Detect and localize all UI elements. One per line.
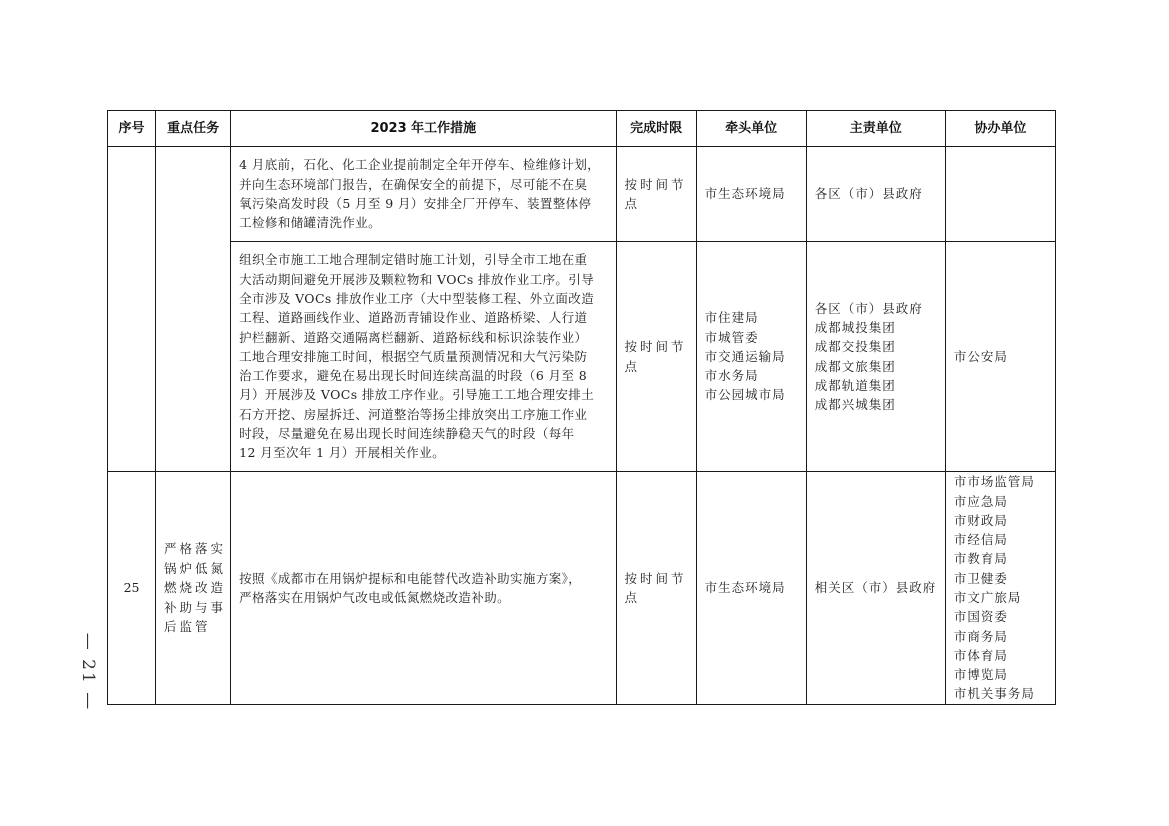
deadline-line: 点 (624, 590, 641, 605)
main-unit: 相关区（市）县政府 (814, 580, 937, 596)
lead-unit: 市城管委 (704, 329, 759, 345)
table-row (108, 242, 1056, 472)
measure-line: 护栏翻新、道路交通隔离栏翻新、道路标线和标识涂装作业） (239, 329, 588, 345)
assist-unit: 市机关事务局 (953, 686, 1035, 702)
header-task: 重点任务 (156, 111, 231, 147)
cell-measure (231, 147, 616, 242)
table-header-row (108, 111, 1056, 147)
measure-line: 4 月底前，石化、化工企业提前制定全年开停车、检维修计划， (239, 157, 601, 173)
deadline-line: 点 (624, 196, 641, 211)
lead-unit: 市住建局 (704, 310, 759, 326)
measure-line: 工程、道路画线作业、道路沥青铺设作业、道路桥梁、人行道 (239, 310, 588, 326)
measure-line: 全市涉及 VOCs 排放作业工序（大中型装修工程、外立面改造 (239, 290, 595, 306)
assist-unit: 市博览局 (953, 667, 1008, 683)
page-number-text: — 21 — (78, 632, 99, 712)
cell-measure (231, 472, 616, 705)
cell-deadline (616, 147, 696, 242)
cell-task (156, 472, 231, 705)
main-unit: 各区（市）县政府 (814, 300, 923, 316)
measure-line: 月）开展涉及 VOCs 排放工序作业。引导施工工地合理安排土 (239, 387, 595, 403)
task-line: 后监管 (164, 619, 211, 635)
lead-unit: 市生态环境局 (704, 186, 786, 202)
measure-line: 石方开挖、房屋拆迁、河道整治等扬尘排放突出工序施工作业 (239, 406, 588, 422)
lead-unit: 市公园城市局 (704, 387, 786, 403)
cell-lead-unit (696, 472, 806, 705)
header-lead-unit: 牵头单位 (696, 111, 806, 147)
table-row (108, 147, 1056, 242)
work-measures-table (107, 110, 1056, 705)
assist-unit: 市财政局 (953, 512, 1008, 528)
assist-unit: 市经信局 (953, 532, 1008, 548)
main-unit: 成都文旅集团 (814, 358, 896, 374)
deadline-line: 按时间节 (624, 570, 687, 586)
measure-line: 组织全市施工工地合理制定错时施工计划，引导全市工地在重 (239, 252, 588, 268)
cell-lead-unit (696, 242, 806, 472)
cell-deadline (616, 242, 696, 472)
assist-unit: 市文广旅局 (953, 590, 1022, 605)
assist-unit: 市商务局 (953, 628, 1008, 644)
header-main-unit: 主责单位 (806, 111, 945, 147)
cell-measure (231, 242, 616, 472)
main-unit: 成都兴城集团 (814, 397, 896, 413)
main-unit: 各区（市）县政府 (814, 186, 923, 202)
lead-unit: 市交通运输局 (704, 348, 786, 364)
cell-assist-unit (945, 242, 1055, 472)
main-unit: 成都轨道集团 (814, 377, 896, 393)
assist-unit: 市教育局 (953, 551, 1008, 567)
task-line: 燃烧改造 (164, 580, 227, 596)
lead-unit: 市生态环境局 (704, 580, 786, 596)
task-line: 严格落实 (164, 541, 227, 557)
cell-assist-unit (945, 147, 1055, 242)
header-deadline: 完成时限 (616, 111, 696, 147)
measure-line: 并向生态环境部门报告，在确保安全的前提下，尽可能不在臭 (239, 176, 588, 192)
task-line: 补助与事 (164, 599, 227, 615)
main-unit: 成都城投集团 (814, 319, 896, 335)
deadline-line: 按时间节 (624, 339, 687, 355)
lead-unit: 市水务局 (704, 368, 759, 384)
cell-main-unit (806, 472, 945, 705)
cell-assist-unit (945, 472, 1055, 705)
measure-line: 氧污染高发时段（5 月至 9 月）安排全厂开停车、装置整体停 (239, 196, 592, 211)
task-line: 锅炉低氮 (164, 560, 227, 576)
header-assist-unit: 协办单位 (945, 111, 1055, 147)
measure-line: 时段，尽量避免在易出现长时间连续静稳天气的时段（每年 (239, 426, 575, 442)
header-seq: 序号 (108, 111, 156, 147)
cell-task (156, 147, 231, 472)
assist-unit: 市应急局 (953, 493, 1008, 509)
measure-line: 12 月至次年 1 月）开展相关作业。 (239, 445, 446, 461)
deadline-line: 点 (624, 358, 641, 374)
assist-unit: 市卫健委 (953, 570, 1008, 586)
deadline-line: 按时间节 (624, 176, 687, 192)
cell-main-unit (806, 242, 945, 472)
assist-unit: 市国资委 (953, 609, 1008, 625)
page-number (76, 632, 100, 712)
cell-lead-unit (696, 147, 806, 242)
measure-line: 工地合理安排施工时间，根据空气质量预测情况和大气污染防 (239, 348, 588, 364)
assist-unit: 市市场监管局 (953, 474, 1035, 490)
measure-line: 按照《成都市在用锅炉提标和电能替代改造补助实施方案》， (239, 570, 582, 586)
header-measures: 2023 年工作措施 (231, 111, 616, 147)
main-unit: 成都交投集团 (814, 339, 896, 355)
table-row (108, 472, 1056, 705)
measure-line: 大活动期间避免开展涉及颗粒物和 VOCs 排放作业工序。引导 (239, 271, 595, 287)
measure-line: 严格落实在用锅炉气改电或低氮燃烧改造补助。 (239, 590, 511, 605)
cell-seq: 25 (108, 472, 156, 705)
measure-line: 治工作要求，避免在易出现长时间连续高温的时段（6 月至 8 (239, 368, 588, 384)
assist-unit: 市公安局 (953, 348, 1008, 364)
assist-unit: 市体育局 (953, 647, 1008, 663)
measure-line: 工检修和储罐清洗作业。 (239, 215, 382, 231)
cell-seq (108, 147, 156, 472)
cell-main-unit (806, 147, 945, 242)
cell-deadline (616, 472, 696, 705)
